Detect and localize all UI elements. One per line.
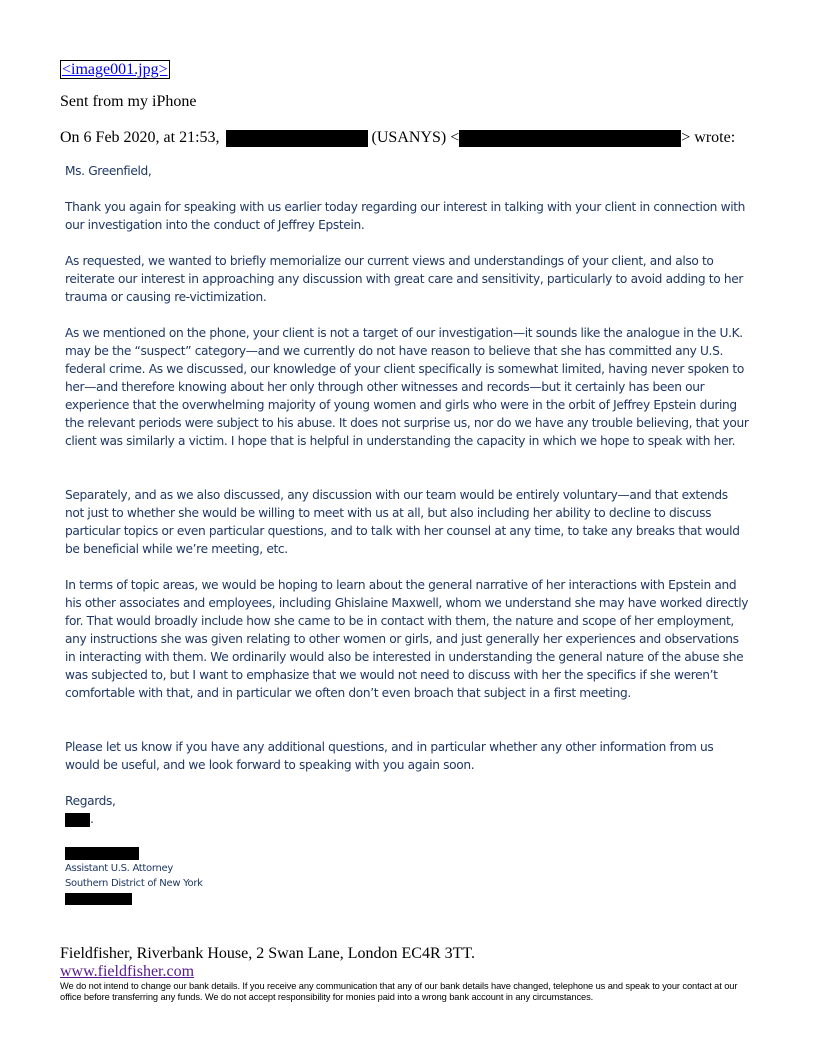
quote-header-suffix: > wrote: — [681, 129, 736, 146]
redacted-signer-contact — [65, 893, 132, 905]
paragraph-4: Separately, and as we also discussed, any discussion with our team would be entirely voluntary—and that extends not just to whether she would be willing to meet with us at all, but also including her ability to decline to discuss particular topics or even particular questions, and to talk with her counsel at any time, to take any breaks that would be beneficial while we’re meeting, etc. — [65, 488, 740, 556]
footer-address: Fieldfisher, Riverbank House, 2 Swan Lane, London EC4R 3TT. — [60, 945, 475, 962]
attachment-link[interactable]: <image001.jpg> — [62, 61, 168, 78]
paragraph-3: As we mentioned on the phone, your client is not a target of our investigation—it sounds like the analogue in the U.K. may be the “suspect” category—and we currently do not have reason to believe that she has committed any U.S. federal crime. As we discussed, our knowledge of your client specifically is somewhat limited, having never spoken to her—and therefore knowing about her only through other witnesses and records—but it certainly has been our experience that the overwhelming majority of young women and girls who were in the orbit of Jeffrey Epstein during the relevant periods were subject to his abuse. It does not surprise us, nor do we have any trouble believing, that your client was similarly a victim. I hope that is helpful in understanding the capacity in which we hope to speak with her. — [65, 326, 749, 448]
closing: Regards, — [65, 794, 116, 808]
signer-initials — [65, 810, 94, 828]
redacted-sender-email — [459, 130, 681, 147]
signer-office: Southern District of New York — [65, 878, 203, 889]
initials-suffix: . — [90, 812, 94, 826]
paragraph-6: Please let us know if you have any additional questions, and in particular whether any other information from us would be useful, and we look forward to speaking with you again soon. — [65, 740, 714, 772]
quote-header — [60, 129, 735, 147]
redacted-initials — [65, 813, 90, 827]
footer-website-link[interactable]: www.fieldfisher.com — [60, 963, 195, 980]
redacted-sender-name — [226, 130, 368, 147]
sent-from-signature: Sent from my iPhone — [60, 93, 197, 110]
quote-header-org: (USANYS) < — [371, 129, 460, 146]
signer-title: Assistant U.S. Attorney — [65, 863, 174, 874]
paragraph-2: As requested, we wanted to briefly memorialize our current views and understandings of your client, and also to reiterate our interest in approaching any discussion with great care and sensitivity, particularly to avoid adding to her trauma or causing re-victimization. — [65, 254, 744, 304]
quote-header-prefix: On 6 Feb 2020, at 21:53, — [60, 129, 220, 146]
redacted-signer-name — [65, 847, 139, 860]
paragraph-1: Thank you again for speaking with us earlier today regarding our interest in talking with your client in connection with our investigation into the conduct of Jeffrey Epstein. — [65, 200, 746, 232]
footer-disclaimer: We do not intend to change our bank details. If you receive any communication that any of our bank details have changed, telephone us and speak to your contact at our office before transferring any funds. We do not accept responsibility for monies paid into a wrong bank account in any circumstances. — [60, 981, 738, 1002]
paragraph-5: In terms of topic areas, we would be hoping to learn about the general narrative of her interactions with Epstein and his other associates and employees, including Ghislaine Maxwell, whom we understand she may have worked directly for. That would broadly include how she came to be in contact with them, the nature and scope of her employment, any instructions she was given relating to other women or girls, and just generally her experiences and observations in interacting with them. We ordinarily would also be interested in understanding the general nature of the abuse she was subjected to, but I want to emphasize that we would not need to discuss with her the specifics if she weren’t comfortable with that, and in particular we often don’t even broach that subject in a first meeting. — [65, 578, 749, 700]
salutation: Ms. Greenfield, — [65, 164, 152, 178]
